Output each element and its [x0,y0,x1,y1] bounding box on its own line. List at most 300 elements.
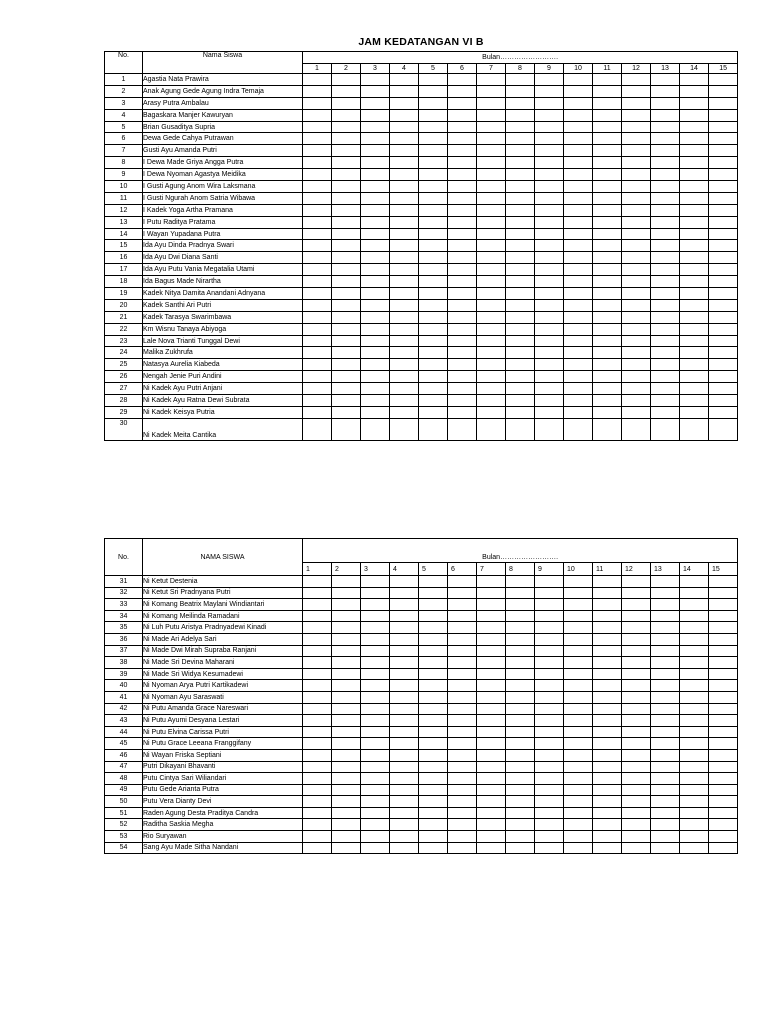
attendance-cell[interactable] [651,831,680,843]
attendance-cell[interactable] [593,299,622,311]
attendance-cell[interactable] [506,761,535,773]
attendance-cell[interactable] [564,703,593,715]
attendance-cell[interactable] [419,576,448,588]
attendance-cell[interactable] [448,796,477,808]
attendance-cell[interactable] [651,842,680,854]
attendance-cell[interactable] [564,726,593,738]
attendance-cell[interactable] [651,715,680,727]
attendance-cell[interactable] [390,842,419,854]
attendance-cell[interactable] [419,715,448,727]
attendance-cell[interactable] [564,311,593,323]
attendance-cell[interactable] [680,288,709,300]
attendance-cell[interactable] [303,587,332,599]
attendance-cell[interactable] [622,323,651,335]
attendance-cell[interactable] [709,691,738,703]
attendance-cell[interactable] [622,371,651,383]
attendance-cell[interactable] [506,680,535,692]
attendance-cell[interactable] [564,831,593,843]
attendance-cell[interactable] [709,276,738,288]
attendance-cell[interactable] [680,395,709,407]
attendance-cell[interactable] [564,288,593,300]
attendance-cell[interactable] [390,761,419,773]
attendance-cell[interactable] [709,157,738,169]
attendance-cell[interactable] [419,192,448,204]
attendance-cell[interactable] [651,599,680,611]
attendance-cell[interactable] [622,761,651,773]
attendance-cell[interactable] [448,109,477,121]
attendance-cell[interactable] [680,347,709,359]
attendance-cell[interactable] [564,371,593,383]
attendance-cell[interactable] [593,74,622,86]
attendance-cell[interactable] [506,216,535,228]
attendance-cell[interactable] [506,703,535,715]
attendance-cell[interactable] [709,240,738,252]
attendance-cell[interactable] [593,657,622,669]
attendance-cell[interactable] [419,157,448,169]
attendance-cell[interactable] [593,276,622,288]
attendance-cell[interactable] [448,347,477,359]
attendance-cell[interactable] [448,371,477,383]
attendance-cell[interactable] [535,831,564,843]
attendance-cell[interactable] [448,599,477,611]
attendance-cell[interactable] [709,645,738,657]
attendance-cell[interactable] [535,121,564,133]
attendance-cell[interactable] [419,657,448,669]
attendance-cell[interactable] [448,819,477,831]
attendance-cell[interactable] [506,726,535,738]
attendance-cell[interactable] [651,192,680,204]
attendance-cell[interactable] [564,691,593,703]
attendance-cell[interactable] [361,749,390,761]
attendance-cell[interactable] [680,311,709,323]
attendance-cell[interactable] [332,335,361,347]
attendance-cell[interactable] [709,347,738,359]
attendance-cell[interactable] [361,157,390,169]
attendance-cell[interactable] [448,276,477,288]
attendance-cell[interactable] [332,406,361,418]
attendance-cell[interactable] [332,807,361,819]
attendance-cell[interactable] [564,240,593,252]
attendance-cell[interactable] [564,157,593,169]
attendance-cell[interactable] [651,784,680,796]
attendance-cell[interactable] [680,216,709,228]
attendance-cell[interactable] [622,359,651,371]
attendance-cell[interactable] [709,85,738,97]
attendance-cell[interactable] [390,74,419,86]
attendance-cell[interactable] [390,657,419,669]
attendance-cell[interactable] [622,299,651,311]
attendance-cell[interactable] [390,97,419,109]
attendance-cell[interactable] [622,796,651,808]
attendance-cell[interactable] [419,240,448,252]
attendance-cell[interactable] [506,181,535,193]
attendance-cell[interactable] [419,418,448,440]
attendance-cell[interactable] [622,842,651,854]
attendance-cell[interactable] [477,311,506,323]
attendance-cell[interactable] [448,680,477,692]
attendance-cell[interactable] [448,645,477,657]
attendance-cell[interactable] [303,576,332,588]
attendance-cell[interactable] [651,406,680,418]
attendance-cell[interactable] [622,97,651,109]
attendance-cell[interactable] [477,323,506,335]
attendance-cell[interactable] [593,264,622,276]
attendance-cell[interactable] [477,157,506,169]
attendance-cell[interactable] [709,311,738,323]
attendance-cell[interactable] [506,819,535,831]
attendance-cell[interactable] [361,383,390,395]
attendance-cell[interactable] [709,97,738,109]
attendance-cell[interactable] [477,726,506,738]
attendance-cell[interactable] [332,299,361,311]
attendance-cell[interactable] [361,807,390,819]
attendance-cell[interactable] [506,406,535,418]
attendance-cell[interactable] [303,773,332,785]
attendance-cell[interactable] [303,264,332,276]
attendance-cell[interactable] [593,371,622,383]
attendance-cell[interactable] [593,831,622,843]
attendance-cell[interactable] [303,323,332,335]
attendance-cell[interactable] [390,288,419,300]
attendance-cell[interactable] [448,773,477,785]
attendance-cell[interactable] [622,240,651,252]
attendance-cell[interactable] [506,773,535,785]
attendance-cell[interactable] [622,216,651,228]
attendance-cell[interactable] [303,395,332,407]
attendance-cell[interactable] [477,74,506,86]
attendance-cell[interactable] [477,406,506,418]
attendance-cell[interactable] [709,749,738,761]
attendance-cell[interactable] [680,264,709,276]
attendance-cell[interactable] [709,192,738,204]
attendance-cell[interactable] [303,796,332,808]
attendance-cell[interactable] [564,773,593,785]
attendance-cell[interactable] [448,204,477,216]
attendance-cell[interactable] [332,74,361,86]
attendance-cell[interactable] [651,680,680,692]
attendance-cell[interactable] [593,807,622,819]
attendance-cell[interactable] [332,761,361,773]
attendance-cell[interactable] [332,691,361,703]
attendance-cell[interactable] [709,252,738,264]
attendance-cell[interactable] [506,645,535,657]
attendance-cell[interactable] [535,181,564,193]
attendance-cell[interactable] [477,610,506,622]
attendance-cell[interactable] [477,633,506,645]
attendance-cell[interactable] [361,395,390,407]
attendance-cell[interactable] [361,252,390,264]
attendance-cell[interactable] [651,633,680,645]
attendance-cell[interactable] [709,726,738,738]
attendance-cell[interactable] [622,276,651,288]
attendance-cell[interactable] [680,406,709,418]
attendance-cell[interactable] [332,622,361,634]
attendance-cell[interactable] [332,288,361,300]
attendance-cell[interactable] [622,773,651,785]
attendance-cell[interactable] [303,633,332,645]
attendance-cell[interactable] [564,738,593,750]
attendance-cell[interactable] [506,807,535,819]
attendance-cell[interactable] [448,157,477,169]
attendance-cell[interactable] [651,323,680,335]
attendance-cell[interactable] [448,715,477,727]
attendance-cell[interactable] [535,157,564,169]
attendance-cell[interactable] [332,204,361,216]
attendance-cell[interactable] [506,145,535,157]
attendance-cell[interactable] [390,133,419,145]
attendance-cell[interactable] [303,299,332,311]
attendance-cell[interactable] [622,738,651,750]
attendance-cell[interactable] [303,347,332,359]
attendance-cell[interactable] [303,657,332,669]
attendance-cell[interactable] [506,169,535,181]
attendance-cell[interactable] [535,311,564,323]
attendance-cell[interactable] [332,323,361,335]
attendance-cell[interactable] [506,240,535,252]
attendance-cell[interactable] [593,97,622,109]
attendance-cell[interactable] [390,192,419,204]
attendance-cell[interactable] [535,680,564,692]
attendance-cell[interactable] [680,371,709,383]
attendance-cell[interactable] [535,347,564,359]
attendance-cell[interactable] [651,761,680,773]
attendance-cell[interactable] [506,587,535,599]
attendance-cell[interactable] [535,395,564,407]
attendance-cell[interactable] [332,680,361,692]
attendance-cell[interactable] [506,133,535,145]
attendance-cell[interactable] [506,691,535,703]
attendance-cell[interactable] [622,726,651,738]
attendance-cell[interactable] [622,204,651,216]
attendance-cell[interactable] [361,323,390,335]
attendance-cell[interactable] [448,97,477,109]
attendance-cell[interactable] [332,784,361,796]
attendance-cell[interactable] [506,715,535,727]
attendance-cell[interactable] [564,299,593,311]
attendance-cell[interactable] [448,181,477,193]
attendance-cell[interactable] [680,715,709,727]
attendance-cell[interactable] [564,323,593,335]
attendance-cell[interactable] [651,347,680,359]
attendance-cell[interactable] [564,145,593,157]
attendance-cell[interactable] [564,74,593,86]
attendance-cell[interactable] [361,74,390,86]
attendance-cell[interactable] [564,121,593,133]
attendance-cell[interactable] [564,97,593,109]
attendance-cell[interactable] [477,807,506,819]
attendance-cell[interactable] [564,109,593,121]
attendance-cell[interactable] [680,587,709,599]
attendance-cell[interactable] [593,216,622,228]
attendance-cell[interactable] [593,610,622,622]
attendance-cell[interactable] [709,831,738,843]
attendance-cell[interactable] [419,181,448,193]
attendance-cell[interactable] [361,691,390,703]
attendance-cell[interactable] [680,680,709,692]
attendance-cell[interactable] [506,784,535,796]
attendance-cell[interactable] [564,749,593,761]
attendance-cell[interactable] [477,264,506,276]
attendance-cell[interactable] [419,204,448,216]
attendance-cell[interactable] [390,807,419,819]
attendance-cell[interactable] [390,204,419,216]
attendance-cell[interactable] [419,74,448,86]
attendance-cell[interactable] [593,109,622,121]
attendance-cell[interactable] [622,311,651,323]
attendance-cell[interactable] [361,192,390,204]
attendance-cell[interactable] [622,347,651,359]
attendance-cell[interactable] [390,726,419,738]
attendance-cell[interactable] [651,371,680,383]
attendance-cell[interactable] [390,680,419,692]
attendance-cell[interactable] [680,181,709,193]
attendance-cell[interactable] [651,749,680,761]
attendance-cell[interactable] [506,252,535,264]
attendance-cell[interactable] [361,761,390,773]
attendance-cell[interactable] [564,216,593,228]
attendance-cell[interactable] [448,240,477,252]
attendance-cell[interactable] [680,668,709,680]
attendance-cell[interactable] [622,74,651,86]
attendance-cell[interactable] [535,335,564,347]
attendance-cell[interactable] [303,668,332,680]
attendance-cell[interactable] [332,418,361,440]
attendance-cell[interactable] [361,645,390,657]
attendance-cell[interactable] [709,264,738,276]
attendance-cell[interactable] [564,204,593,216]
attendance-cell[interactable] [361,599,390,611]
attendance-cell[interactable] [390,395,419,407]
attendance-cell[interactable] [593,622,622,634]
attendance-cell[interactable] [448,323,477,335]
attendance-cell[interactable] [535,228,564,240]
attendance-cell[interactable] [564,252,593,264]
attendance-cell[interactable] [448,264,477,276]
attendance-cell[interactable] [303,85,332,97]
attendance-cell[interactable] [593,680,622,692]
attendance-cell[interactable] [622,252,651,264]
attendance-cell[interactable] [564,784,593,796]
attendance-cell[interactable] [651,383,680,395]
attendance-cell[interactable] [390,831,419,843]
attendance-cell[interactable] [419,842,448,854]
attendance-cell[interactable] [506,610,535,622]
attendance-cell[interactable] [448,299,477,311]
attendance-cell[interactable] [709,703,738,715]
attendance-cell[interactable] [622,228,651,240]
attendance-cell[interactable] [506,157,535,169]
attendance-cell[interactable] [593,599,622,611]
attendance-cell[interactable] [332,311,361,323]
attendance-cell[interactable] [303,645,332,657]
attendance-cell[interactable] [477,761,506,773]
attendance-cell[interactable] [506,204,535,216]
attendance-cell[interactable] [390,622,419,634]
attendance-cell[interactable] [303,831,332,843]
attendance-cell[interactable] [390,406,419,418]
attendance-cell[interactable] [303,109,332,121]
attendance-cell[interactable] [564,264,593,276]
attendance-cell[interactable] [564,680,593,692]
attendance-cell[interactable] [303,276,332,288]
attendance-cell[interactable] [535,216,564,228]
attendance-cell[interactable] [419,299,448,311]
attendance-cell[interactable] [390,773,419,785]
attendance-cell[interactable] [477,85,506,97]
attendance-cell[interactable] [332,181,361,193]
attendance-cell[interactable] [651,576,680,588]
attendance-cell[interactable] [651,85,680,97]
attendance-cell[interactable] [332,819,361,831]
attendance-cell[interactable] [332,145,361,157]
attendance-cell[interactable] [361,85,390,97]
attendance-cell[interactable] [477,347,506,359]
attendance-cell[interactable] [332,715,361,727]
attendance-cell[interactable] [593,323,622,335]
attendance-cell[interactable] [651,645,680,657]
attendance-cell[interactable] [303,819,332,831]
attendance-cell[interactable] [419,726,448,738]
attendance-cell[interactable] [709,359,738,371]
attendance-cell[interactable] [535,145,564,157]
attendance-cell[interactable] [506,264,535,276]
attendance-cell[interactable] [709,74,738,86]
attendance-cell[interactable] [651,359,680,371]
attendance-cell[interactable] [477,228,506,240]
attendance-cell[interactable] [361,831,390,843]
attendance-cell[interactable] [448,121,477,133]
attendance-cell[interactable] [477,299,506,311]
attendance-cell[interactable] [651,133,680,145]
attendance-cell[interactable] [477,691,506,703]
attendance-cell[interactable] [303,807,332,819]
attendance-cell[interactable] [593,418,622,440]
attendance-cell[interactable] [477,192,506,204]
attendance-cell[interactable] [361,819,390,831]
attendance-cell[interactable] [448,831,477,843]
attendance-cell[interactable] [680,383,709,395]
attendance-cell[interactable] [651,288,680,300]
attendance-cell[interactable] [535,97,564,109]
attendance-cell[interactable] [390,633,419,645]
attendance-cell[interactable] [709,738,738,750]
attendance-cell[interactable] [303,738,332,750]
attendance-cell[interactable] [535,252,564,264]
attendance-cell[interactable] [448,133,477,145]
attendance-cell[interactable] [564,599,593,611]
attendance-cell[interactable] [332,157,361,169]
attendance-cell[interactable] [361,418,390,440]
attendance-cell[interactable] [564,133,593,145]
attendance-cell[interactable] [477,738,506,750]
attendance-cell[interactable] [361,715,390,727]
attendance-cell[interactable] [622,657,651,669]
attendance-cell[interactable] [332,773,361,785]
attendance-cell[interactable] [506,576,535,588]
attendance-cell[interactable] [709,169,738,181]
attendance-cell[interactable] [390,668,419,680]
attendance-cell[interactable] [651,97,680,109]
attendance-cell[interactable] [390,371,419,383]
attendance-cell[interactable] [506,85,535,97]
attendance-cell[interactable] [448,335,477,347]
attendance-cell[interactable] [535,288,564,300]
attendance-cell[interactable] [419,599,448,611]
attendance-cell[interactable] [622,819,651,831]
attendance-cell[interactable] [622,418,651,440]
attendance-cell[interactable] [680,252,709,264]
attendance-cell[interactable] [419,347,448,359]
